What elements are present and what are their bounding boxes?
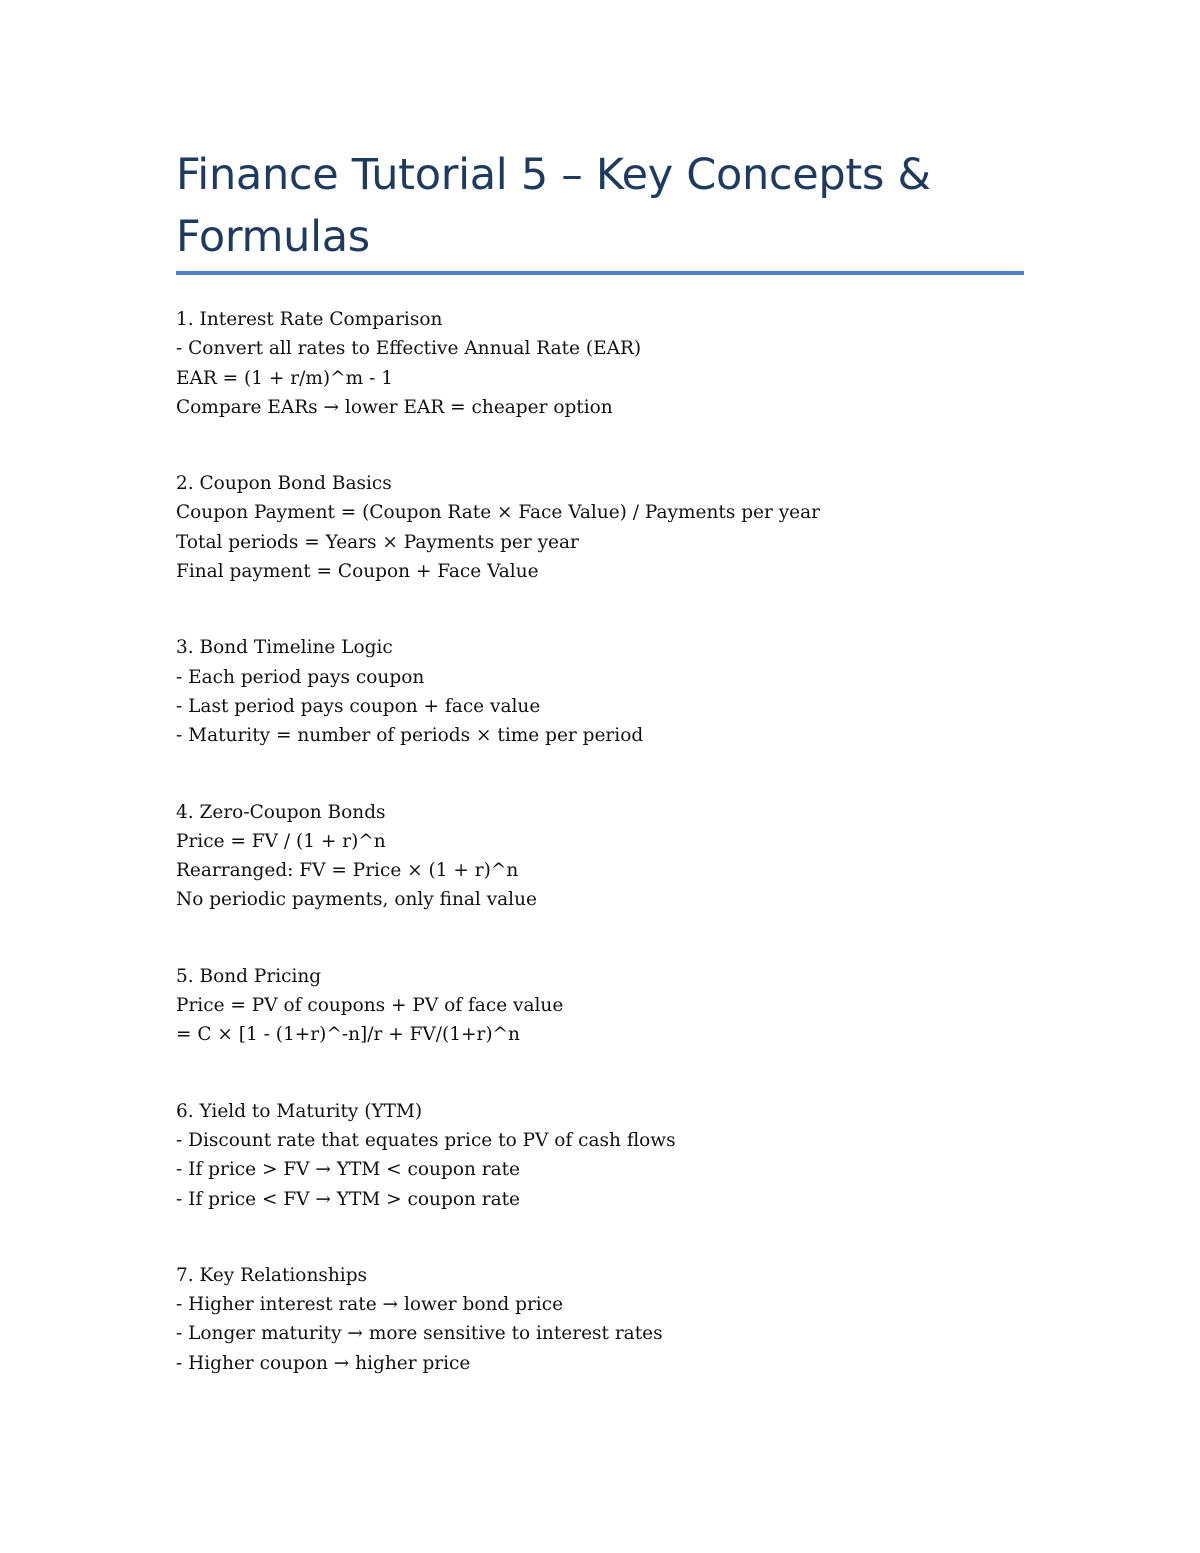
sections-container: [176, 305, 1036, 1425]
section-line: Final payment = Coupon + Face Value: [176, 561, 539, 583]
section-line: EAR = (1 + r/m)^m - 1: [176, 367, 393, 389]
section-heading: 3. Bond Timeline Logic: [176, 637, 393, 659]
section-line: Price = FV / (1 + r)^n: [176, 830, 386, 852]
section-yield-to-maturity: [176, 1097, 1036, 1214]
section-line: - If price < FV → YTM > coupon rate: [176, 1188, 521, 1210]
section-line: - Higher interest rate → lower bond price: [176, 1294, 564, 1316]
section-line: - Last period pays coupon + face value: [176, 695, 541, 717]
section-line: - Discount rate that equates price to PV of cash flows: [176, 1129, 676, 1151]
section-key-relationships: [176, 1261, 1036, 1378]
section-line: - Each period pays coupon: [176, 666, 425, 688]
section-bond-pricing: [176, 962, 1036, 1050]
section-line: Price = PV of coupons + PV of face value: [176, 995, 564, 1017]
section-line: - Maturity = number of periods × time per period: [176, 725, 644, 747]
section-line: - Convert all rates to Effective Annual Rate (EAR): [176, 338, 642, 360]
section-line: No periodic payments, only final value: [176, 889, 537, 911]
section-line: - Longer maturity → more sensitive to interest rates: [176, 1323, 663, 1345]
section-heading: 4. Zero-Coupon Bonds: [176, 801, 386, 823]
section-coupon-bond-basics: [176, 469, 1036, 586]
section-zero-coupon-bonds: [176, 798, 1036, 915]
section-line: Coupon Payment = (Coupon Rate × Face Value) / Payments per year: [176, 502, 820, 524]
section-heading: 1. Interest Rate Comparison: [176, 309, 443, 330]
section-line: - Higher coupon → higher price: [176, 1352, 471, 1374]
section-line: - If price > FV → YTM < coupon rate: [176, 1159, 521, 1181]
title-underline: [176, 271, 1024, 275]
section-heading: 5. Bond Pricing: [176, 965, 322, 987]
page-title: Finance Tutorial 5 – Key Concepts & Formulas: [176, 150, 931, 262]
section-heading: 7. Key Relationships: [176, 1264, 368, 1286]
section-heading: 2. Coupon Bond Basics: [176, 473, 392, 495]
section-line: = C × [1 - (1+r)^-n]/r + FV/(1+r)^n: [176, 1024, 520, 1046]
section-bond-timeline-logic: [176, 633, 1036, 750]
section-interest-rate-comparison: [176, 305, 1036, 422]
section-line: Rearranged: FV = Price × (1 + r)^n: [176, 860, 519, 882]
section-line: Compare EARs → lower EAR = cheaper option: [176, 396, 613, 418]
section-heading: 6. Yield to Maturity (YTM): [176, 1100, 423, 1122]
section-line: Total periods = Years × Payments per year: [176, 531, 579, 553]
